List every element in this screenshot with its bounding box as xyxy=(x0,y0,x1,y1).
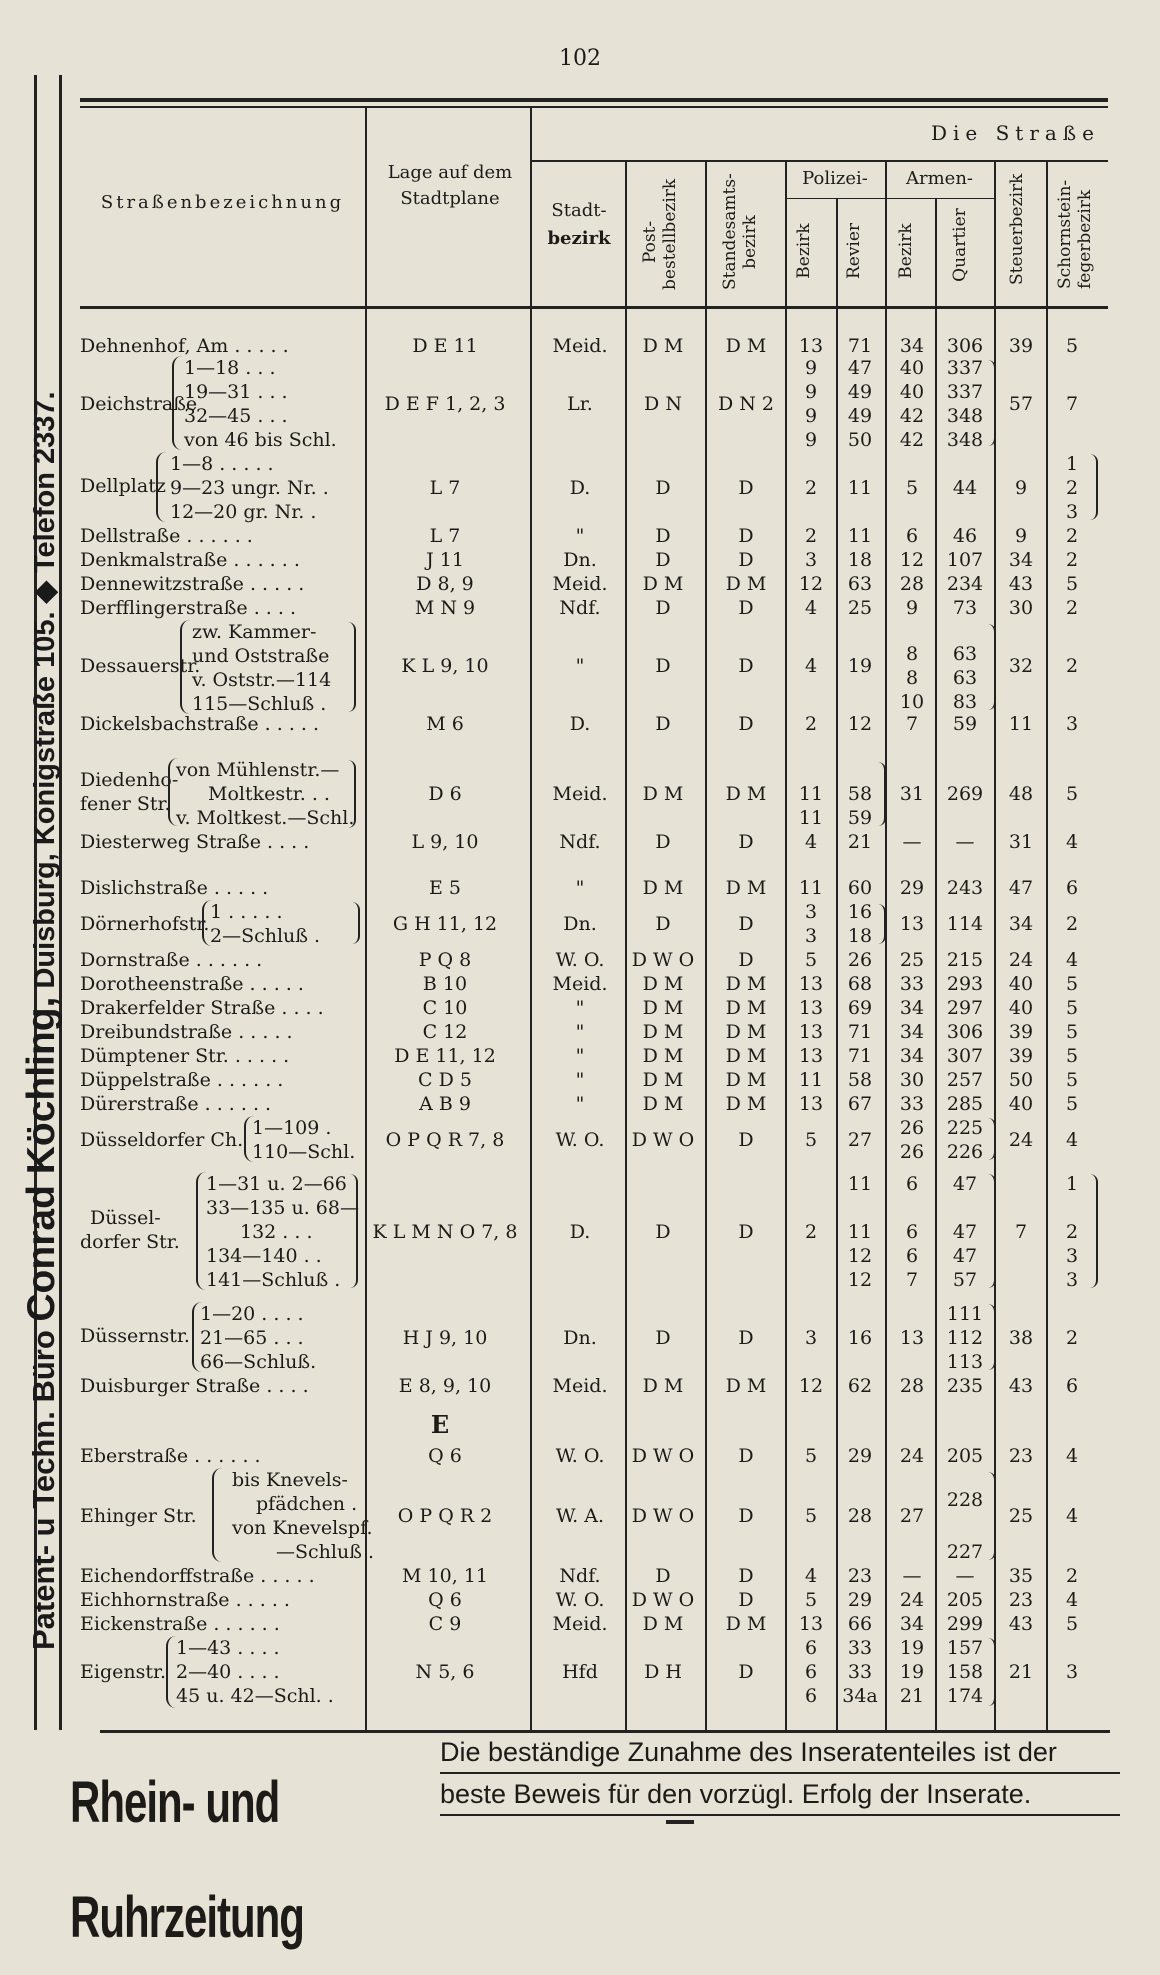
margin-ad-part2: Conrad Köchling, xyxy=(20,996,63,1322)
subgroup-rule xyxy=(785,198,994,199)
group-rule xyxy=(530,160,1108,162)
street-table: Straßenbezeichnung Lage auf dem Stadtplane Die Straße Stadt- bezirk Post- bestellbezirk Standesamts- bezirk Polizei- Bezirk Revier Armen- Bezirk Quartier Steuerbezirk Schornstein- fegerbezirk Dehnenhof, Am . . . . . D E 11 Meid. D M D M 13 71 34 306 39 5 Deichstraße 1—18 . . . 19—31 . . . 32—45 . . . von 46 bis Schl. D E F 1, 2, 3 Lr. D N D N 2 9 9 9 9 47 49 49 50 40 40 42 42 337 337 348 348 57 7 Dellplatz 1—8 . . . . . 9—23 ungr. Nr. . 12—20 gr. Nr. . L 7 D. D D 2 11 5 44 9 1 2 3 Dellstraße . . . . . . L 7 " D D 2 11 6 46 9 2 Denkmalstraße . . . . . . J 11 Dn. D D 3 18 12 107 34 2 Dennewitzstraße . . . . . D 8, 9 Meid. D M D M 12 63 28 234 43 5 Derfflingerstraße . . . . M N 9 Ndf. D D 4 25 9 73 30 2 Dessauerstr. zw. Kammer- und Oststraße v. Oststr.—114 115—Schluß . K L 9, 10 " D D 4 19 8 8 10 63 63 83 32 2 Dickelsbachstraße . . . . . M 6 D. D D 2 12 7 59 11 3 Diedenho- fener Str. von Mühlenstr.— Moltkestr. . . v. Moltkest.—Schl. D 6 Meid. D M D M 11 11 58 59 31 269 48 5 Diesterweg Straße . . . . L 9, 10 Ndf. D D 4 21 — — 31 4 Dislichstraße . . . . . E 5 " D M D M 11 60 29 243 47 6 Dörnerhofstr. 1 . . . . . 2—Schluß . G H 11, 12 Dn. D D 3 3 16 18 13 114 34 2 Dornstraße . . . . . . P Q 8 W. O. D W O D 5 26 25 215 24 4 Dorotheenstraße . . . . . B 10 Meid. D M D M 13 68 33 293 40 5 Drakerfelder Straße . . . . C 10 " D M D M 13 69 34 297 40 5 Dreibundstraße . . . . . C 12 " D M D M 13 71 34 306 39 5 Dümptener Str. . . . . . D E 11, 12 " D M D M 13 71 34 307 39 5 Düppelstraße . . . . . . C D 5 " D M D M 11 58 30 257 50 5 Dürerstraße . . . . . . A B 9 " D M D M 13 67 33 285 40 5 Düsseldorfer Ch. 1—109 . 110—Schl. O P Q R 7, 8 W. O. D W O D 5 27 26 26 225 226 24 4 Düssel- dorfer Str. 1—31 u. 2—66 33—135 u. 68— 132 . . . 134—140 . . 141—Schluß . K L M N O 7, 8 D. D D 2 11 11 12 12 6 6 6 7 47 47 47 57 7 1 2 3 3 Düssernstr. 1—20 . . . . 21—65 . . . 66—Schluß. H J 9, 10 Dn. D D 3 16 13 111 112 113 38 2 Duisburger Straße . . . . E 8, 9, 10 Meid. D M D M 12 62 28 235 43 6 E Eberstraße . . . . . . Q 6 W. O. D W O D 5 29 24 205 23 4 Ehinger Str. bis Knevels- pfädchen . von Knevelspf. —Schluß . O P Q R 2 W. A. D W O D 5 28 27 228 227 25 4 Eichendorffstraße . . . . . M 10, 11 Ndf. D D 4 23 — — 35 2 Eichhornstraße . . . . . Q 6 W. O. D W O D 5 29 24 205 23 4 Eickenstraße . . . . . . C 9 Meid. D M D M 13 66 34 299 43 5 Eigenstr. 1—43 . . . . 2—40 . . . . 45 u. 42—Schl. . N 5, 6 Hfd D H D 6 6 6 33 33 34a 19 19 21 157 158 174 21 3 xyxy=(80,98,1108,1730)
col-divider xyxy=(705,160,707,1730)
header-group: Die Straße xyxy=(930,121,1100,145)
col-divider xyxy=(935,198,937,1730)
section-letter: E xyxy=(430,1410,450,1439)
header-post: Post- bestellbezirk xyxy=(640,178,680,290)
top-rule xyxy=(80,98,1108,102)
header-armen: Armen- xyxy=(906,168,973,189)
header-stadtbezirk-1: Stadt- xyxy=(551,200,607,221)
header-arm-bezirk: Bezirk xyxy=(896,223,916,279)
margin-ad-part3: Duisburg, Königstraße 105. xyxy=(29,611,61,997)
page-number: 102 xyxy=(559,46,601,71)
header-pol-bezirk: Bezirk xyxy=(794,223,814,279)
newspaper-logo: Rhein- und Ruhrzeitung xyxy=(70,1768,304,1950)
col-divider xyxy=(365,108,367,1730)
header-arm-quartier: Quartier xyxy=(950,208,970,282)
col-divider xyxy=(530,108,532,1730)
header-steuer: Steuerbezirk xyxy=(1007,173,1027,285)
footer-line-1: Die beständige Zunahme des Inseratenteiles ist der xyxy=(440,1732,1120,1774)
header-schorn: Schornstein- fegerbezirk xyxy=(1055,179,1095,289)
header-pol-revier: Revier xyxy=(844,222,864,280)
header-polizei: Polizei- xyxy=(802,168,868,189)
margin-ad-part1: Patent- u Techn. Büro xyxy=(26,1321,61,1650)
footer-advertisement xyxy=(440,1732,1120,1816)
header-rule xyxy=(80,306,1108,309)
col-divider xyxy=(885,160,887,1730)
footer-line-2: beste Beweis für den vorzügl. Erfolg der Inserate. xyxy=(440,1774,1120,1816)
col-divider xyxy=(785,160,787,1730)
margin-ad-part4: ◆ Telefon 2337. xyxy=(29,391,61,612)
header-stadtbezirk-2: bezirk xyxy=(547,228,611,249)
col-divider xyxy=(1046,160,1048,1730)
margin-advertisement xyxy=(20,90,63,1650)
col-divider xyxy=(625,160,627,1730)
bottom-dash xyxy=(666,1820,694,1824)
top-rule-thin xyxy=(80,106,1108,108)
header-stand: Standesamts- bezirk xyxy=(720,173,760,290)
header-lage: Lage auf dem Stadtplane xyxy=(387,162,513,209)
header-name: Straßenbezeichnung xyxy=(100,192,345,213)
